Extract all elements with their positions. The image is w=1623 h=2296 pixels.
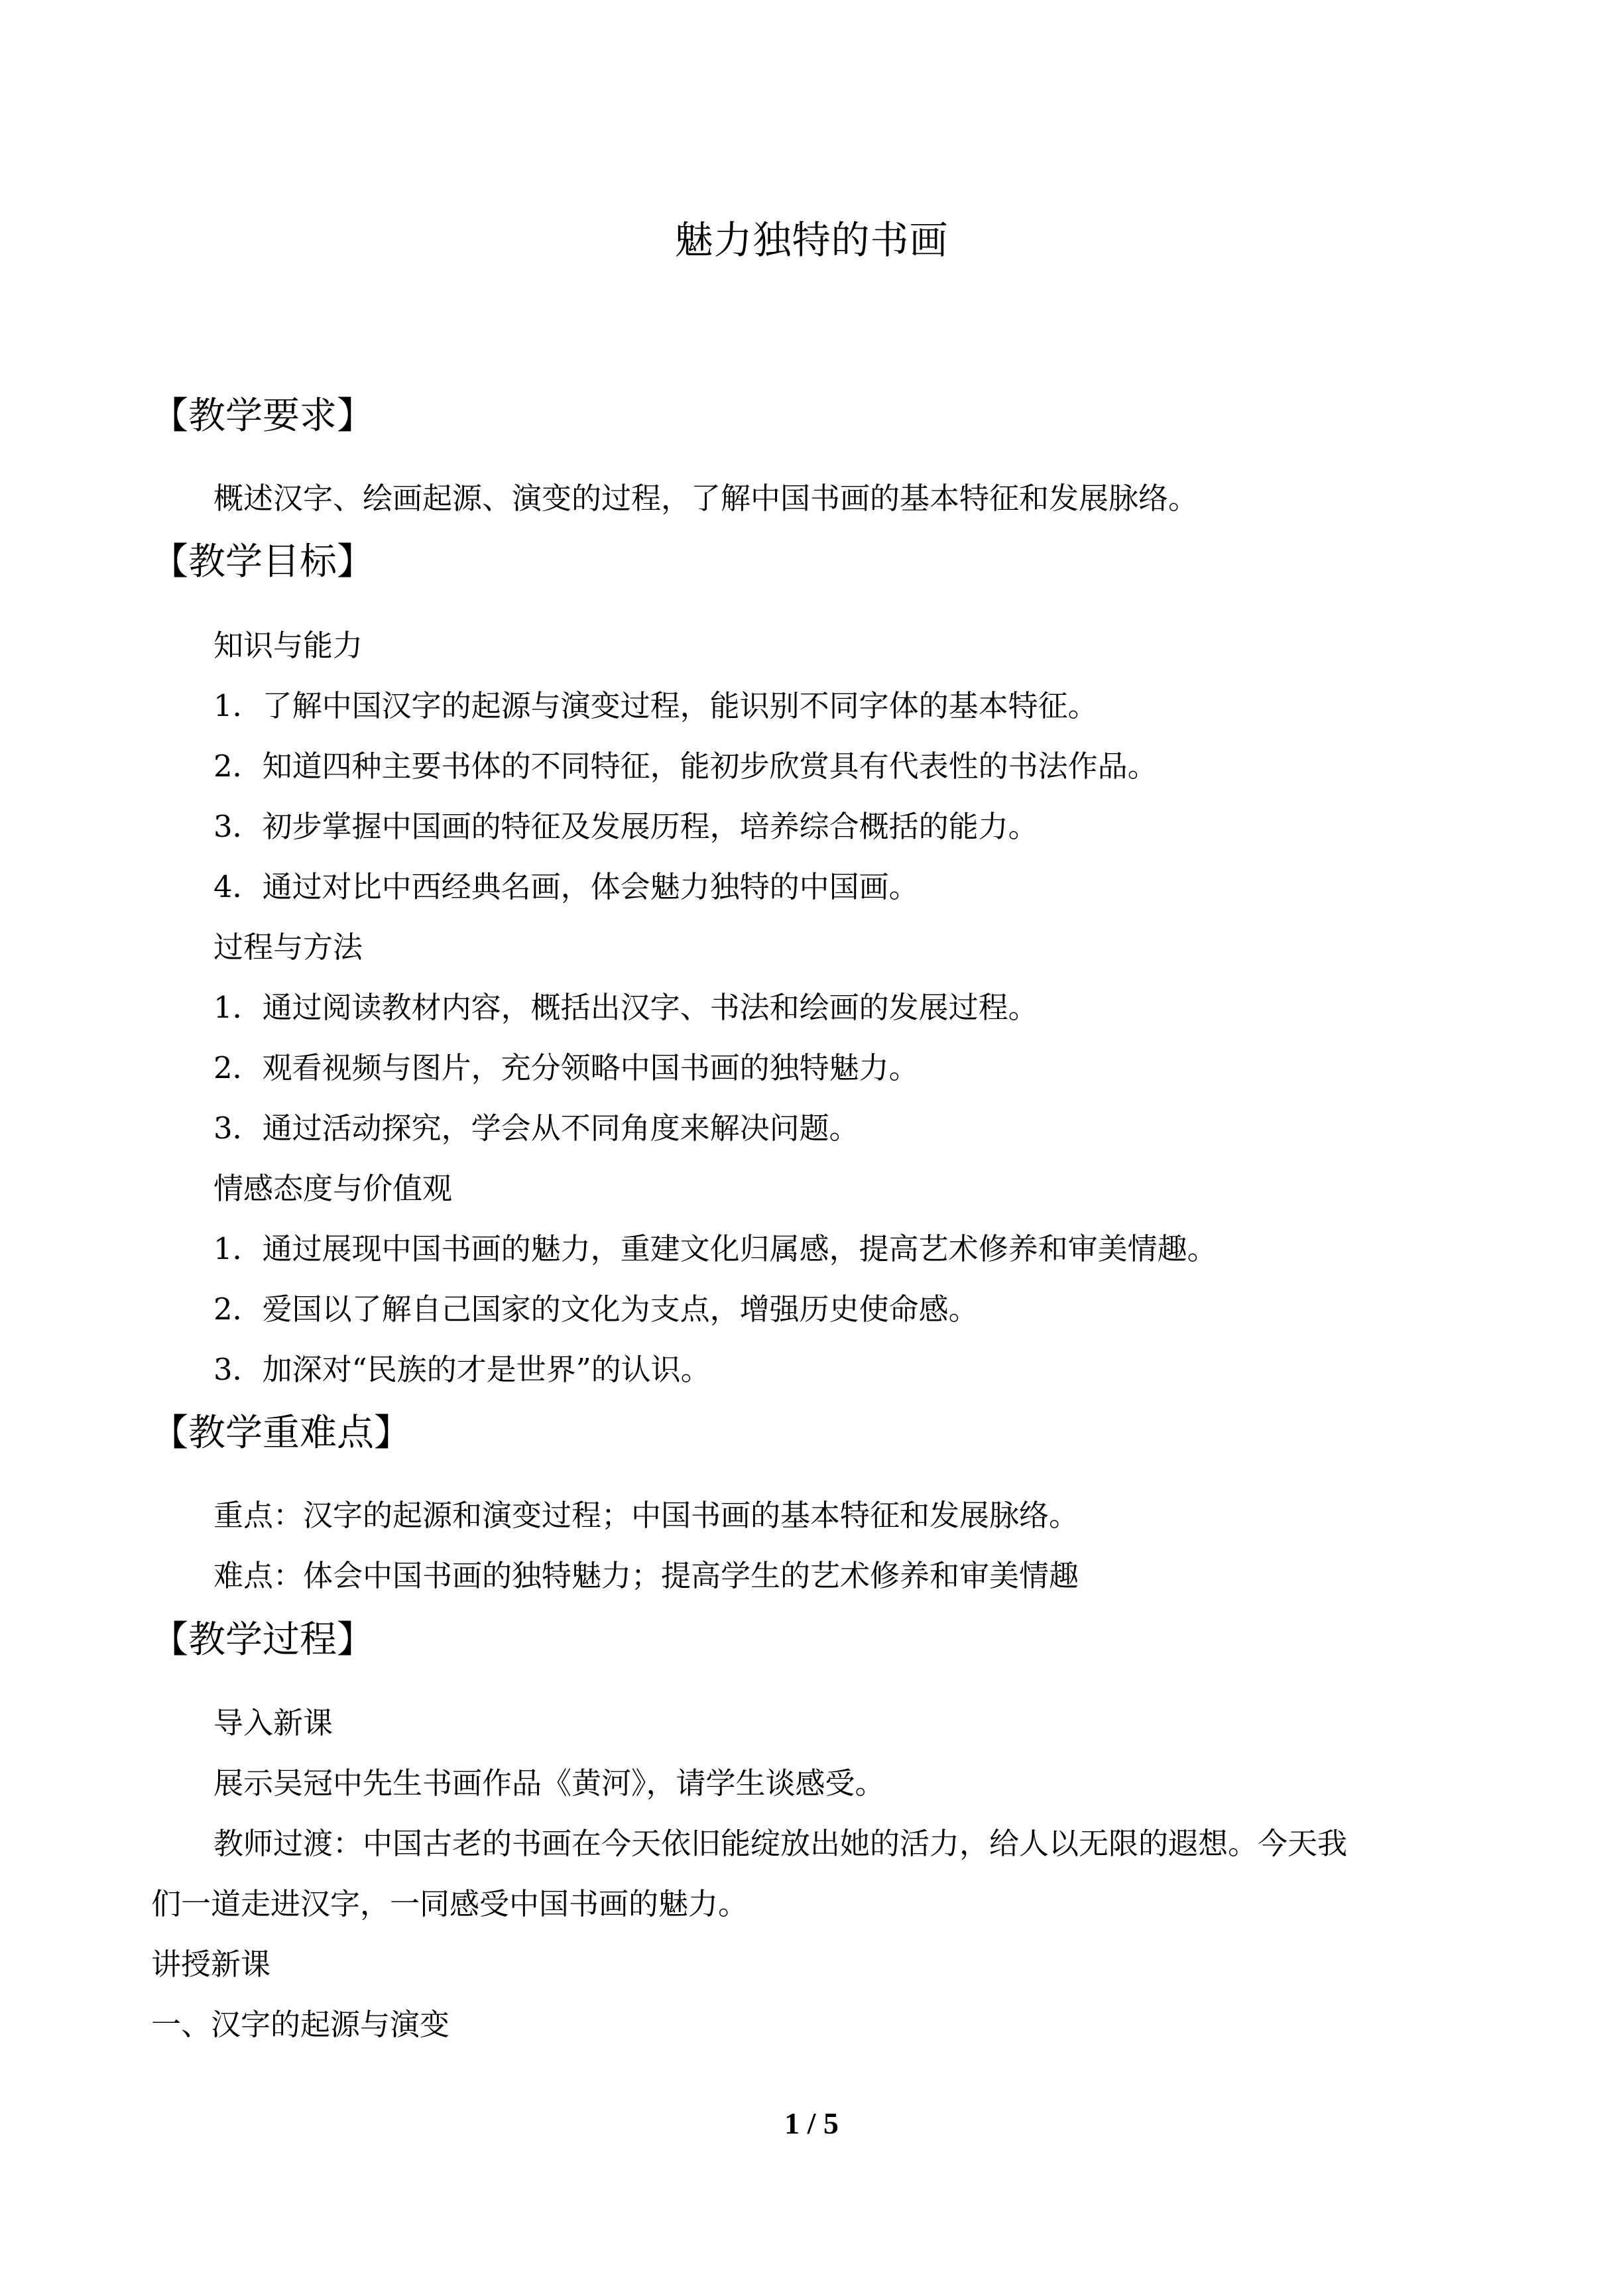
lecture-label: 讲授新课 [151, 1947, 271, 1982]
document-title: 魅力独特的书画 [674, 217, 949, 263]
process-method-label: 过程与方法 [213, 930, 363, 965]
difficult-point-text: 难点：体会中国书画的独特魅力；提高学生的艺术修养和审美情趣 [213, 1558, 1079, 1593]
intro-text: 展示吴冠中先生书画作品《黄河》，请学生谈感受。 [213, 1766, 885, 1801]
emotion-label: 情感态度与价值观 [213, 1171, 453, 1206]
knowledge-item-3: 3．初步掌握中国画的特征及发展历程，培养综合概括的能力。 [213, 809, 1038, 844]
key-point-text: 重点：汉字的起源和演变过程；中国书画的基本特征和发展脉络。 [213, 1498, 1079, 1533]
part1-label: 一、汉字的起源与演变 [151, 2007, 450, 2042]
knowledge-item-1: 1．了解中国汉字的起源与演变过程，能识别不同字体的基本特征。 [213, 688, 1098, 723]
transition-line-1: 教师过渡：中国古老的书画在今天依旧能绽放出她的活力，给人以无限的遐想。今天我 [213, 1826, 1348, 1861]
process-item-1: 1．通过阅读教材内容，概括出汉字、书法和绘画的发展过程。 [213, 990, 1038, 1025]
process-item-2: 2．观看视频与图片，充分领略中国书画的独特魅力。 [213, 1050, 919, 1085]
process-item-3: 3．通过活动探究，学会从不同角度来解决问题。 [213, 1111, 859, 1146]
transition-line-2: 们一道走进汉字，一同感受中国书画的魅力。 [151, 1886, 749, 1921]
knowledge-item-4: 4．通过对比中西经典名画，体会魅力独特的中国画。 [213, 869, 919, 904]
knowledge-label: 知识与能力 [213, 628, 363, 663]
knowledge-item-2: 2．知道四种主要书体的不同特征，能初步欣赏具有代表性的书法作品。 [213, 749, 1158, 784]
emotion-item-2: 2．爱国以了解自己国家的文化为支点，增强历史使命感。 [213, 1292, 979, 1327]
emotion-item-1: 1．通过展现中国书画的魅力，重建文化归属感，提高艺术修养和审美情趣。 [213, 1231, 1217, 1266]
emotion-item-3: 3．加深对“民族的才是世界”的认识。 [213, 1352, 711, 1387]
heading-teaching-process: 【教学过程】 [151, 1618, 374, 1662]
page-number: 1 / 5 [784, 2106, 839, 2140]
intro-label: 导入新课 [213, 1705, 333, 1740]
heading-key-points: 【教学重难点】 [151, 1412, 411, 1455]
heading-requirements: 【教学要求】 [151, 394, 374, 438]
requirements-text: 概述汉字、绘画起源、演变的过程，了解中国书画的基本特征和发展脉络。 [213, 481, 1199, 516]
heading-objectives: 【教学目标】 [151, 540, 374, 583]
